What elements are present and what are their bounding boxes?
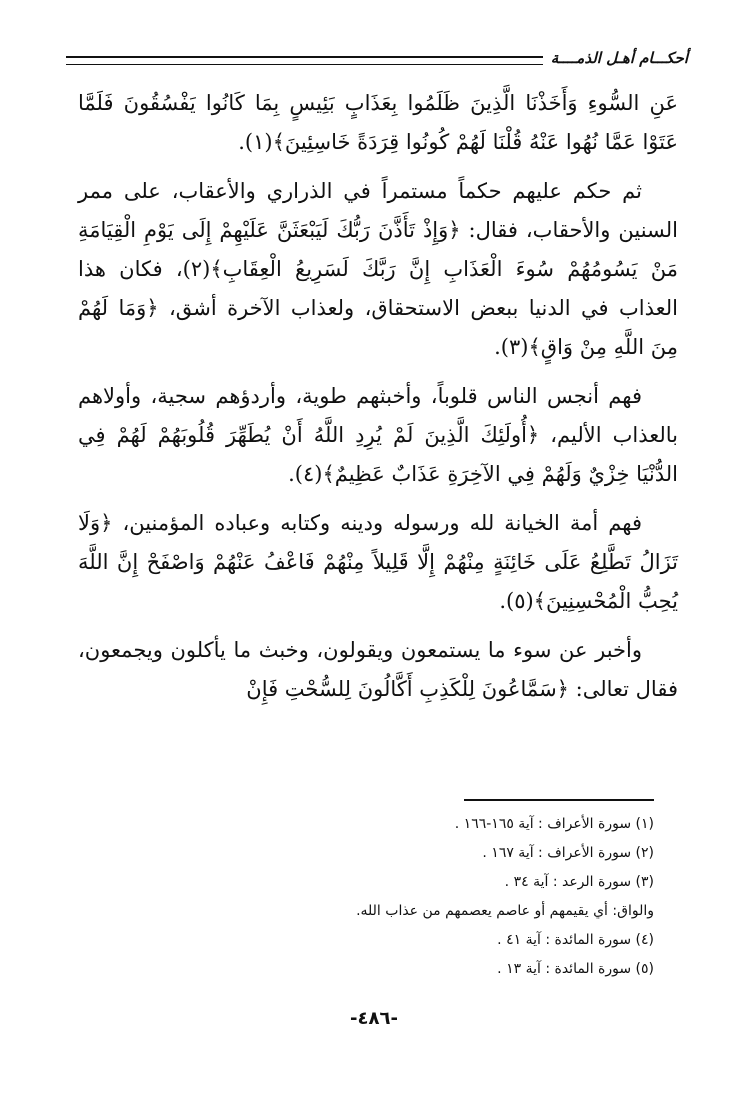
footnote-3: (٣) سورة الرعد : آية ٣٤ . — [504, 874, 654, 890]
paragraph-treachery: فهم أمة الخيانة لله ورسوله ودينه وكتابه وعباده المؤمنين، ﴿وَلَا تَزَالُ تَطَّلِعُ عَلَى خَائِنَةٍ مِنْهُمْ إِلَّا قَلِيلاً مِنْهُمْ فَاعْفُ عَنْهُمْ وَاصْفَحْ إِنَّ اللَّهَ يُحِبُّ الْمُحْسِنِينَ﴾(٥). — [78, 511, 678, 613]
footnote-1: (١) سورة الأعراف : آية ١٦٥-١٦٦ . — [454, 816, 654, 832]
header-title: أحكـــام أهـل الذمــــة — [550, 49, 688, 67]
footnote-separator — [464, 799, 654, 801]
footnote-5: (٥) سورة المائدة : آية ١٣ . — [497, 961, 654, 977]
paragraph-impure-hearts: فهم أنجس الناس قلوباً، وأخبثهم طوية، وأردؤهم سجية، وأولاهم بالعذاب الأليم، ﴿أُولَئِكَ الَّذِينَ لَمْ يُرِدِ اللَّهُ أَنْ يُطَهِّرَ قُلُوبَهُمْ لَهُمْ فِي الدُّنْيَا خِزْيٌ وَلَهُمْ فِي الآخِرَةِ عَذَابٌ عَظِيمٌ﴾(٤). — [78, 384, 678, 486]
header-double-rule — [66, 56, 543, 65]
paragraph-listeners-of-lies: وأخبر عن سوء ما يستمعون ويقولون، وخبث ما يأكلون ويجمعون، فقال تعالى: ﴿سَمَّاعُونَ لِلْكَذِبِ أَكَّالُونَ لِلسُّحْتِ فَإِنْ — [78, 638, 678, 701]
footnotes — [94, 810, 654, 984]
running-header — [66, 48, 688, 68]
footnote-3-gloss: والواق: أي يقيمهم أو عاصم يعصمهم من عذاب الله. — [356, 903, 654, 919]
footnote-4: (٤) سورة المائدة : آية ٤١ . — [497, 932, 654, 948]
page-number: -٤٨٦- — [350, 1008, 398, 1029]
paragraph-verse-continuation: عَنِ السُّوءِ وَأَخَذْنَا الَّذِينَ ظَلَمُوا بِعَذَابٍ بَئِيسٍ بِمَا كَانُوا يَفْسُقُونَ فَلَمَّا عَتَوْا عَمَّا نُهُوا عَنْهُ قُلْنَا لَهُمْ كُونُوا قِرَدَةً خَاسِئِينَ﴾(١). — [78, 91, 678, 154]
paragraph-perpetual-judgment: ثم حكم عليهم حكماً مستمراً في الذراري والأعقاب، على ممر السنين والأحقاب، فقال: ﴿وَإِذْ تَأَذَّنَ رَبُّكَ لَيَبْعَثَنَّ عَلَيْهِمْ إِلَى يَوْمِ الْقِيَامَةِ مَنْ يَسُومُهُمْ سُوءَ الْعَذَابِ إِنَّ رَبَّكَ لَسَرِيعُ الْعِقَابِ﴾(٢)، فكان هذا العذاب في الدنيا ببعض الاستحقاق، ولعذاب الآخرة أشق، ﴿وَمَا لَهُمْ مِنَ اللَّهِ مِنْ وَاقٍ﴾(٣). — [78, 179, 678, 359]
main-text — [78, 84, 678, 719]
footnote-2: (٢) سورة الأعراف : آية ١٦٧ . — [482, 845, 654, 861]
